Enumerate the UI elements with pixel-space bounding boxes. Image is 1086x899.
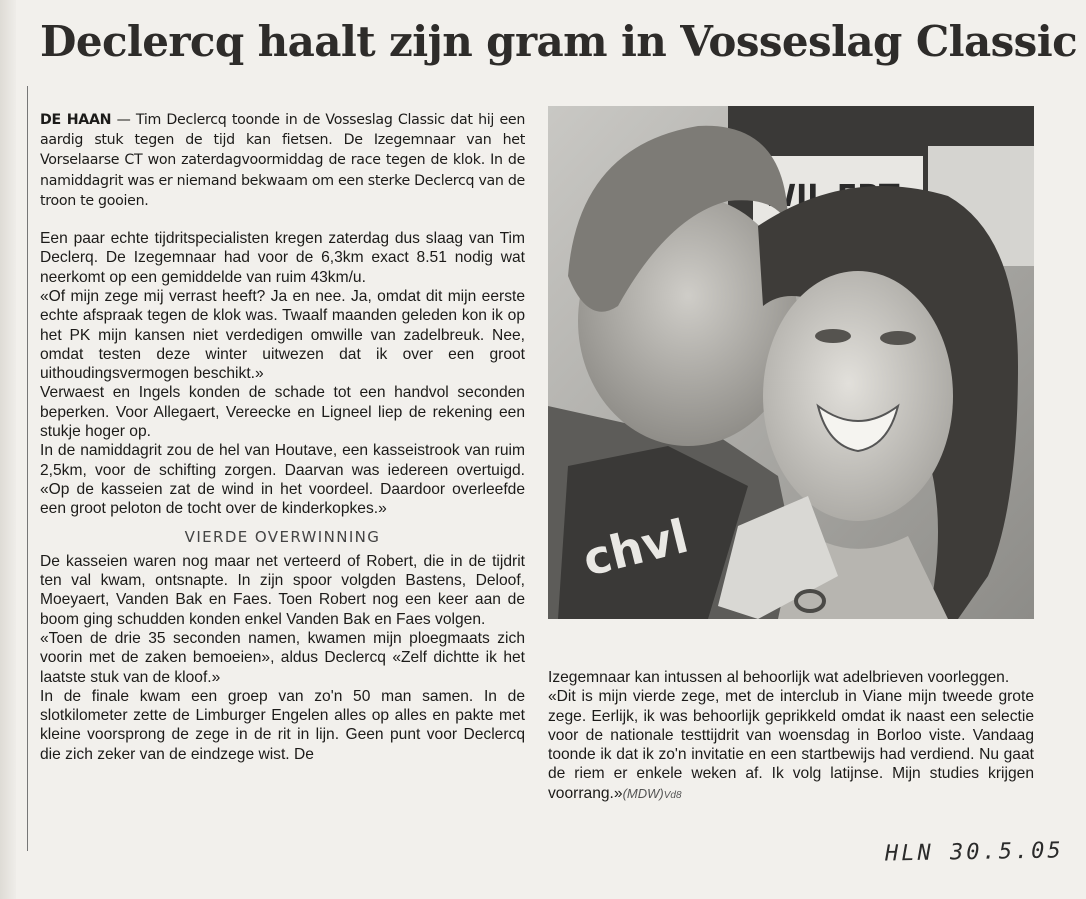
article-right-column: [548, 668, 1034, 805]
handwritten-source-date: HLN 30.5.05: [884, 838, 1064, 867]
credit-code: Vd8: [663, 789, 682, 801]
article-photo: [548, 106, 1034, 619]
photo-illustration: [548, 106, 1034, 619]
body-paragraph: Izegemnaar kan intussen al behoorlijk wat adelbrieven voorleggen.: [548, 669, 1010, 686]
article-left-column: [40, 110, 525, 764]
author-credit: (MDW): [622, 785, 664, 801]
body-paragraph: «Toen de drie 35 seconden namen, kwamen mijn ploegmaats zich voorin met de zaken bemoeien», aldus Declercq «Zelf dichtte ik het laatste stuk van de kloof.»: [40, 629, 525, 686]
photo-jersey-text: chvl: [577, 508, 694, 587]
headline: Declercq haalt zijn gram in Vosseslag Classic: [40, 17, 1078, 66]
lead-text: — Tim Declercq toonde in de Vosseslag Classic dat hij een aardig stuk tegen de tijd kan fietsen. De Izegemnaar van het Vorselaarse CT won zaterdagvoormiddag de race tegen de klok. In de namiddagrit was er niemand bekwaam om een sterke Declercq van de troon te gooien.: [40, 112, 526, 209]
column-rule-left: [27, 86, 28, 851]
body-paragraph: Verwaest en Ingels konden de schade tot een handvol seconden beperken. Voor Allegaert, Vereecke en Ligneel liep de rekening een stukje hoger op.: [40, 384, 525, 440]
body-paragraph: De kasseien waren nog maar net verteerd of Robert, die in de tijdrit ten val kwam, ontsnapte. In zijn spoor volgden Bastens, Deloof, Moeyaert, Vanden Bak en Faes. Toen Robert nog een keer aan de boom ging schudden konden enkel Vanden Bak en Faes volgen.: [40, 552, 525, 628]
subheading: VIERDE OVERWINNING: [184, 528, 381, 547]
lead-paragraph: [40, 110, 525, 211]
body-paragraph: [548, 687, 1034, 805]
dateline: DE HAAN: [40, 112, 112, 128]
body-paragraph: In de finale kwam een groep van zo'n 50 man samen. In de slotkilometer zette de Limburger Engelen alles op alles en pakte met kleine voorsprong de zege in de rit in lijn. Geen punt voor Declercq die zich zeker van de eindzege wist. De: [40, 687, 525, 763]
body-paragraph: In de namiddagrit zou de hel van Houtave, een kasseistrook van ruim 2,5km, voor de schifting zorgen. Daarvan was iedereen overtuigd. «Op de kasseien zat de wind in het voordeel. Daardoor overleefde een groot peloton de tocht over de kinderkopkes.»: [40, 442, 525, 518]
quote-text: «Dit is mijn vierde zege, met de interclub in Viane mijn tweede grote zege. Eerlijk, ik was behoorlijk geprikkeld omdat ik naast een selectie voor de nationale testtijdrit van woensdag in Borloo viste. Vandaag toonde ik dat ik zo'n invitatie en een startbewijs had verdiend. Nu gaat de riem er enkele weken af. Ik volg latijnse. Mijn studies krijgen voorrang.»: [548, 688, 1034, 802]
body-paragraph: «Of mijn zege mij verrast heeft? Ja en nee. Ja, omdat dit mijn eerste echte afspraak tegen de klok was. Twaalf maanden geleden kon ik op het PK mijn kansen niet verdedigen omwille van zadelbreuk. Nee, omdat testen deze winter uitwezen dat ik over een groot uithoudingsvermogen beschikt.»: [40, 287, 525, 383]
body-paragraph: Een paar echte tijdritspecialisten kregen zaterdag dus slaag van Tim Declerq. De Izegemnaar had voor de 6,3km exact 8.51 nodig wat neerkomt op een gemiddelde van ruim 43km/u.: [40, 230, 525, 286]
scan-edge: [0, 0, 16, 899]
